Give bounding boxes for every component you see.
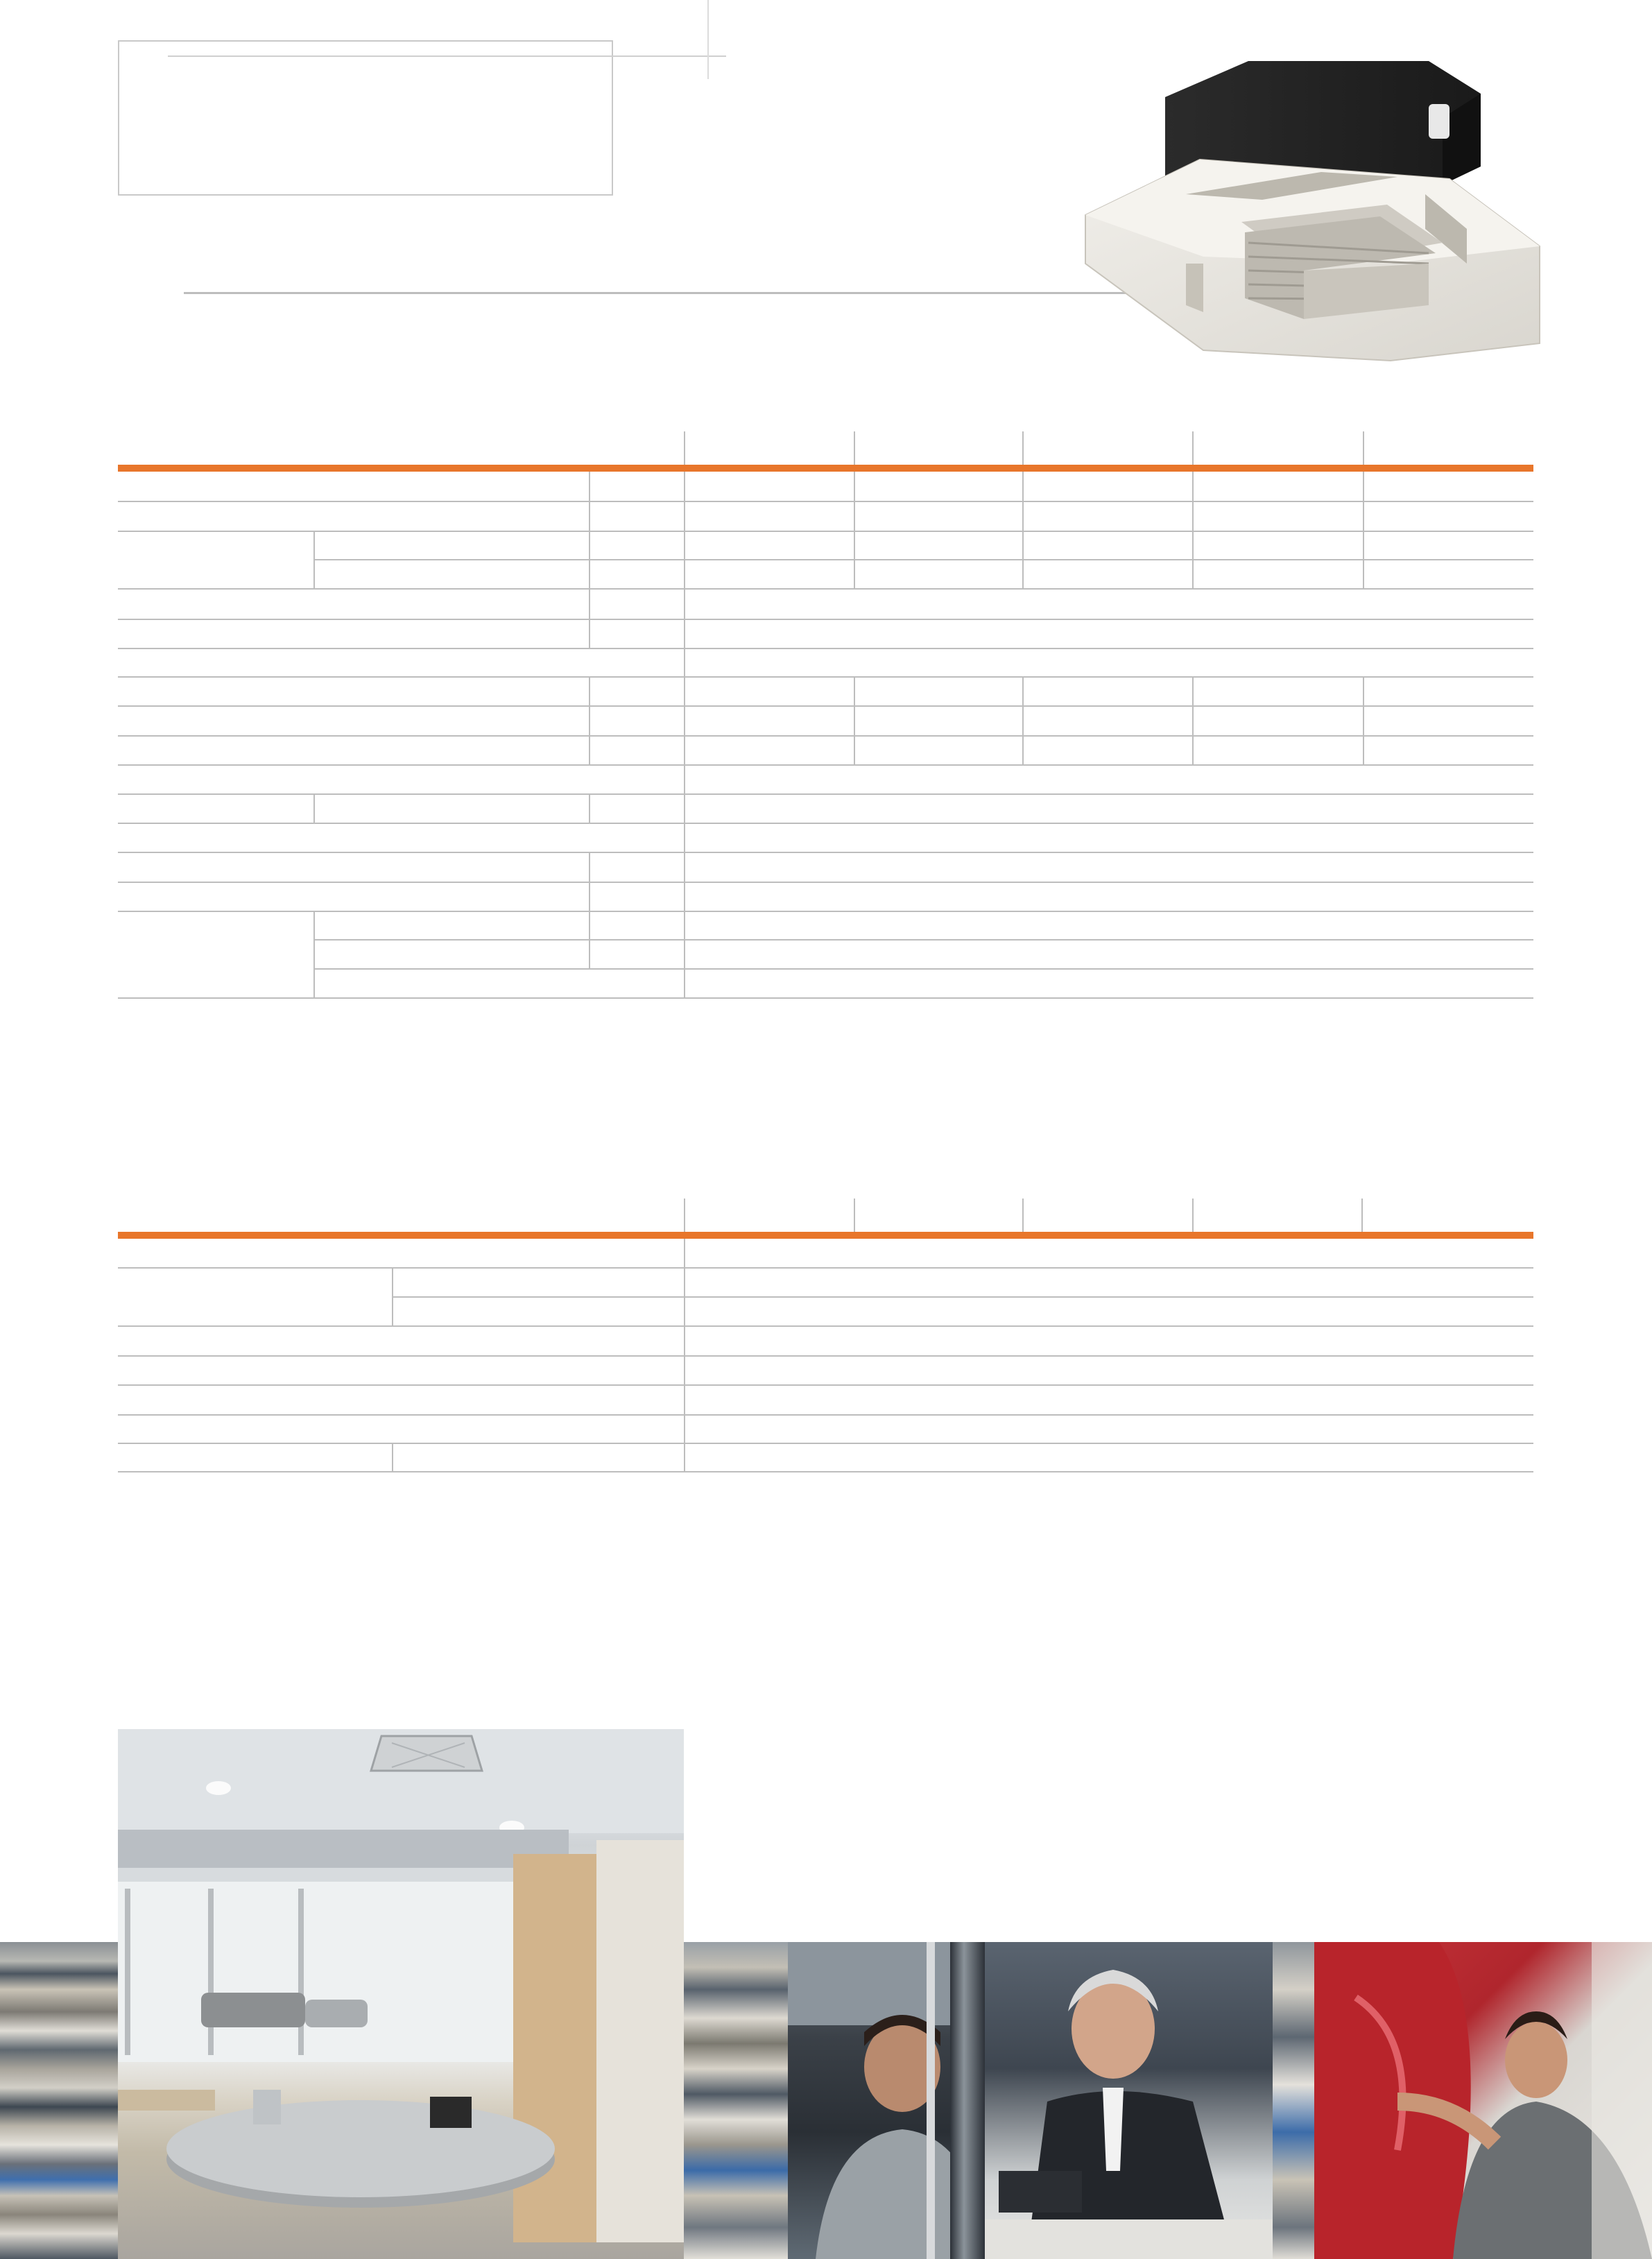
- divider-stripe: [950, 1942, 985, 2259]
- table1-accent-bar: [684, 465, 1533, 472]
- middle-stripe-decoration: [684, 1942, 788, 2259]
- car-inspection-photo: [1314, 1942, 1652, 2259]
- right-stripe-decoration: [1273, 1942, 1314, 2259]
- table2-accent-bar: [118, 1232, 1533, 1239]
- header-divider: [184, 292, 1193, 294]
- left-stripe-decoration: [0, 1942, 118, 2259]
- title-rule-vertical: [707, 0, 709, 79]
- businessman-photo: [985, 1942, 1273, 2259]
- showroom-office-photo: [118, 1729, 684, 2259]
- title-rule: [168, 55, 726, 57]
- title-frame: [118, 40, 613, 196]
- cassette-unit-image: [1082, 55, 1543, 368]
